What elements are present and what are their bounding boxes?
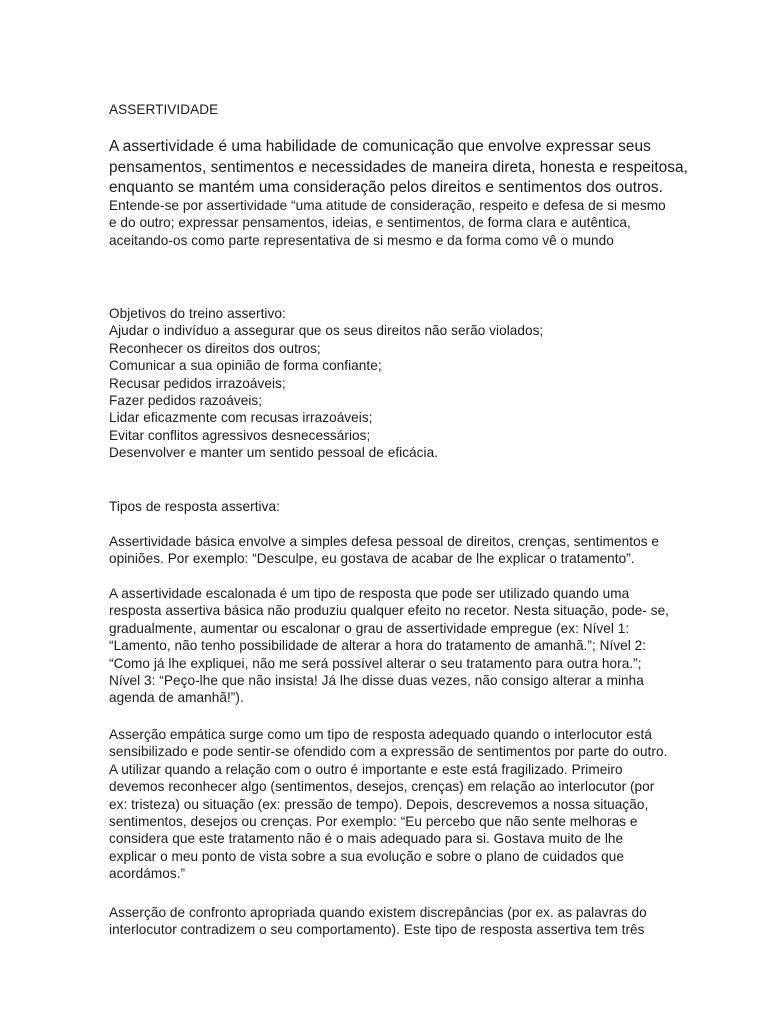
text-line: ex: tristeza) ou situação (ex: pressão de tempo). Depois, descrevemos a nossa situação, bbox=[109, 796, 649, 812]
text-line: aceitando-os como parte representativa de si mesmo e da forma como vê o mundo bbox=[109, 232, 614, 248]
text-line: “Como já lhe expliquei, não me será possível alterar o seu tratamento para outra hora.”; bbox=[109, 655, 642, 671]
objectives-section bbox=[109, 305, 543, 462]
text-line: Assertividade básica envolve a simples defesa pessoal de direitos, crenças, sentimentos e bbox=[109, 534, 659, 549]
text-line: explicar o meu ponto de vista sobre a sua evolução e sobre o plano de cuidados que bbox=[109, 848, 624, 864]
text-line: Nível 3: “Peço-lhe que não insista! Já lhe disse duas vezes, não consigo alterar a minha bbox=[109, 673, 644, 689]
text-line: interlocutor contradizem o seu comportamento). Este tipo de resposta assertiva tem três bbox=[109, 922, 645, 938]
text-line: resposta assertiva básica não produziu qualquer efeito no recetor. Nesta situação, pode- se, bbox=[109, 603, 670, 619]
text-line: pensamentos, sentimentos e necessidades de maneira direta, honesta e respeitosa, bbox=[109, 158, 688, 176]
text-line: A assertividade escalonada é um tipo de resposta que pode ser utilizado quando uma bbox=[109, 586, 630, 601]
objective-item: Lidar eficazmente com recusas irrazoáveis; bbox=[109, 410, 373, 426]
paragraph-assercao-confronto bbox=[109, 904, 647, 939]
text-line: opiniões. Por exemplo: “Desculpe, eu gostava de acabar de lhe explicar o tratamento”. bbox=[109, 551, 635, 567]
text-line: agenda de amanhã!”). bbox=[109, 690, 244, 706]
text-line: devemos reconhecer algo (sentimentos, desejos, crenças) em relação ao interlocutor (por bbox=[109, 779, 655, 795]
tipos-heading: Tipos de resposta assertiva: bbox=[109, 499, 280, 514]
objective-item: Desenvolver e manter um sentido pessoal de eficácia. bbox=[109, 445, 439, 461]
text-line: considera que este tratamento não é o mais adequado para si. Gostava muito de lhe bbox=[109, 831, 624, 847]
text-line: gradualmente, aumentar ou escalonar o grau de assertividade empregue (ex: Nível 1: bbox=[109, 620, 630, 636]
text-line: “Lamento, não tenho possibilidade de alterar a hora do tratamento de amanhã.”; Nível 2: bbox=[109, 638, 647, 654]
intro-body-paragraph bbox=[109, 197, 666, 249]
paragraph-assertividade-basica bbox=[109, 533, 659, 568]
text-line: Asserção empática surge como um tipo de resposta adequado quando o interlocutor está bbox=[109, 727, 652, 742]
text-line: sentimentos, desejos ou crenças. Por exemplo: “Eu percebo que não sente melhoras e bbox=[109, 814, 638, 830]
text-line: A assertividade é uma habilidade de comunicação que envolve expressar seus bbox=[109, 138, 651, 155]
intro-lead-paragraph bbox=[109, 137, 688, 199]
text-line: acordámos.” bbox=[109, 866, 186, 882]
document-title: ASSERTIVIDADE bbox=[109, 102, 219, 117]
objective-item: Comunicar a sua opinião de forma confiante; bbox=[109, 358, 382, 374]
text-line: Entende-se por assertividade “uma atitude de consideração, respeito e defesa de si mesmo bbox=[109, 198, 666, 213]
text-line: e do outro; expressar pensamentos, ideias, e sentimentos, de forma clara e autêntica, bbox=[109, 215, 631, 231]
paragraph-assertividade-escalonada bbox=[109, 585, 669, 707]
text-line: sensibilizado e pode sentir-se ofendido com a expressão de sentimentos por parte do outro. bbox=[109, 744, 668, 760]
objectives-heading: Objetivos do treino assertivo: bbox=[109, 306, 286, 321]
objective-item: Reconhecer os direitos dos outros; bbox=[109, 340, 321, 356]
objective-item: Ajudar o indivíduo a assegurar que os seus direitos não serão violados; bbox=[109, 323, 544, 339]
objective-item: Recusar pedidos irrazoáveis; bbox=[109, 375, 286, 391]
objective-item: Evitar conflitos agressivos desnecessários; bbox=[109, 427, 371, 443]
paragraph-assercao-empatica bbox=[109, 726, 667, 883]
text-line: enquanto se mantém uma consideração pelos direitos e sentimentos dos outros. bbox=[109, 179, 663, 196]
text-line: Asserção de confronto apropriada quando existem discrepâncias (por ex. as palavras do bbox=[109, 905, 647, 920]
objective-item: Fazer pedidos razoáveis; bbox=[109, 393, 263, 409]
text-line: A utilizar quando a relação com o outro é importante e este está fragilizado. Primeiro bbox=[109, 761, 623, 777]
